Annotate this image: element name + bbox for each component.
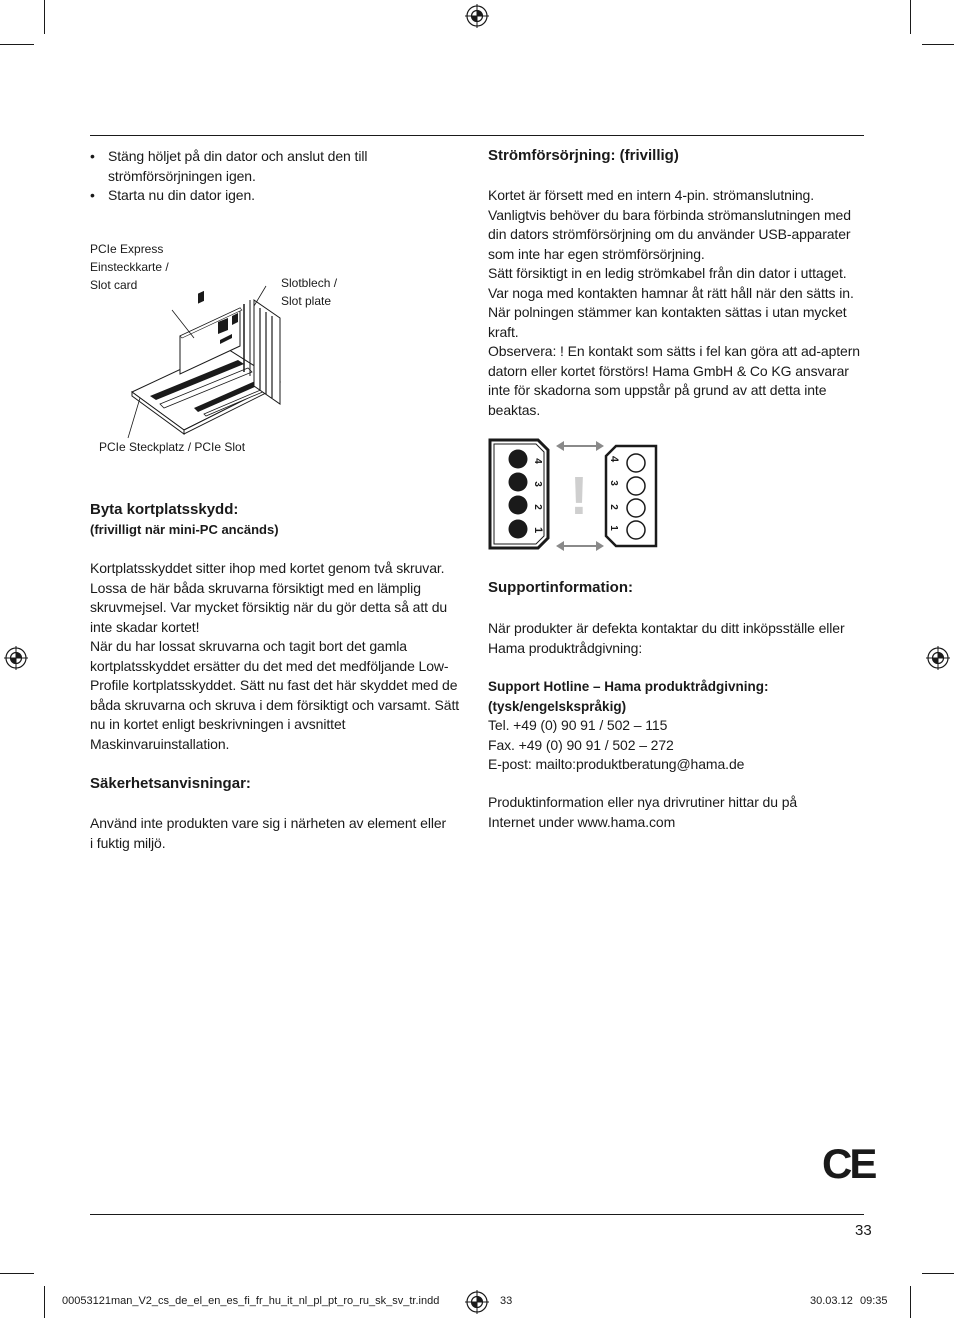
replace-heading: Byta kortplatsskydd:: [90, 501, 239, 518]
ce-mark-icon: CE: [822, 1140, 875, 1187]
pin-label: 2: [608, 504, 619, 510]
pin-empty: [627, 499, 645, 517]
pin-filled: [509, 496, 528, 515]
figure-label-card: PCIe Express Einsteckkarte / Slot card: [90, 242, 169, 292]
fax-number: Fax. +49 (0) 90 91 / 502 – 272: [488, 736, 674, 753]
pin-empty: [627, 454, 645, 472]
registration-mark-icon: [465, 4, 489, 28]
pin-label: 1: [608, 525, 619, 531]
web-info: Produktinformation eller nya drivrutiner hittar du på Internet under www.hama.com: [488, 794, 798, 830]
bottom-rule: [90, 1214, 864, 1215]
crop-mark: [910, 0, 911, 34]
paragraph: Kortet är försett med en intern 4-pin. strömanslutning. Vanligtvis behöver du bara förbinda strömanslutningen med din dators strömförsörjning om du använder USB-apparater som inte har egen strömförsörjning.: [488, 187, 851, 262]
pin-empty: [627, 477, 645, 495]
safety-heading: Säkerhetsanvisningar:: [90, 775, 251, 792]
top-rule: [90, 135, 864, 136]
registration-mark-icon: [4, 646, 28, 670]
list-item: • Stäng höljet på din dator och anslut den till strömförsörjningen igen.: [90, 147, 390, 186]
replace-body: [90, 559, 468, 754]
crop-mark: [910, 1286, 911, 1318]
replace-subheading: (frivilligt när mini-PC ancänds): [90, 522, 279, 537]
pin-filled: [509, 473, 528, 492]
pin-label: 3: [532, 481, 543, 487]
pin-label: 3: [608, 480, 619, 486]
registration-mark-icon: [926, 646, 950, 670]
hotline-title: Support Hotline – Hama produktrådgivning: (tysk/engelskspråkig): [488, 679, 769, 714]
footer-date: 30.03.12: [810, 1295, 853, 1307]
crop-mark: [44, 0, 45, 34]
power-body: [488, 186, 864, 420]
figure-label-slot: PCIe Steckplatz / PCIe Slot: [99, 440, 246, 454]
page-number: 33: [855, 1222, 872, 1239]
phone-number: Tel. +49 (0) 90 91 / 502 – 115: [488, 717, 668, 733]
footer-filename: 00053121man_V2_cs_de_el_en_es_fi_fr_hu_it_nl_pl_pt_ro_ru_sk_sv_tr.indd: [62, 1295, 440, 1307]
crop-mark: [0, 44, 34, 45]
pin-filled: [509, 520, 528, 539]
footer-file-page: 33: [500, 1295, 513, 1307]
registration-mark-icon: [465, 1290, 489, 1314]
crop-mark: [922, 44, 954, 45]
support-heading: Supportinformation:: [488, 579, 633, 596]
figure-label-plate: Slotblech / Slot plate: [281, 276, 338, 308]
paragraph: Kortplatsskyddet sitter ihop med kortet genom två skruvar. Lossa de här båda skruvarna försiktigt med en lämplig skruvmejsel. Var mycket försiktig när du gör detta så att du inte skadar kortet!: [90, 560, 448, 635]
pin-label: 1: [532, 526, 544, 534]
paragraph: Observera: ! En kontakt som sätts i fel kan göra att ad-aptern datorn eller kortet förstörs! Hama GmbH & Co KG ansvarar inte för skadorna som uppstår på grund av att detta inte beaktas.: [488, 343, 860, 418]
contact-block: [488, 716, 858, 775]
footer-time: 09:35: [860, 1295, 888, 1307]
pin-filled: [509, 450, 528, 469]
list-item: • Starta nu din dator igen.: [90, 186, 390, 206]
warning-icon: !: [570, 466, 588, 526]
power-heading: Strömförsörjning: (frivillig): [488, 147, 679, 164]
pcie-card-diagram: [120, 280, 300, 440]
steps-list: [90, 147, 390, 206]
power-connector-diagram: [488, 438, 660, 554]
crop-mark: [44, 1286, 45, 1318]
pin-label: 4: [532, 458, 543, 464]
pin-empty: [627, 521, 645, 539]
safety-text: Använd inte produkten vare sig i närheten av element eller i fuktig miljö.: [90, 815, 447, 851]
pin-label: 4: [608, 455, 620, 463]
email-link[interactable]: E-post: mailto:produktberatung@hama.de: [488, 756, 745, 772]
support-text: När produkter är defekta kontaktar du ditt inköpsställe eller Hama produktrådgivning:: [488, 620, 845, 656]
paragraph: När du har lossat skruvarna och tagit bort det gamla kortplatsskyddet ersätter du det med det medföljande Low-Profile kortplatsskyddet. Sätt nu fast det här skyddet med de båda skruvarna och skruva i dem försiktigt och varsamt. Sätt nu in kortet enligt beskrivningen i avsnittet Maskinvaruinstallation.: [90, 638, 460, 752]
paragraph: Sätt försiktigt in en ledig strömkabel från din dator i uttaget. Var noga med kontakten hamnar åt rätt håll när den sätts in. När polningen stämmer kan kontakten sättas i utan mycket kraft.: [488, 265, 854, 340]
crop-mark: [922, 1273, 954, 1274]
crop-mark: [0, 1273, 34, 1274]
pin-label: 2: [532, 504, 543, 510]
